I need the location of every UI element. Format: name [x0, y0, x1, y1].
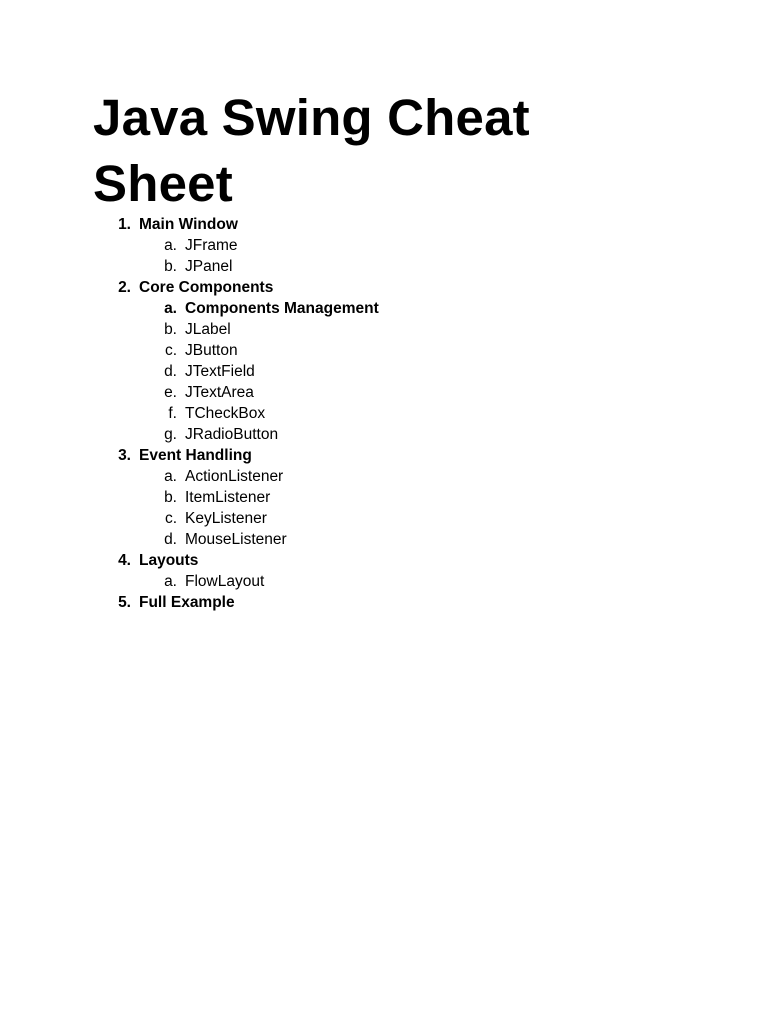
subsection-item — [0, 571, 768, 592]
section-item — [0, 277, 768, 298]
section-title: Full Example — [139, 594, 235, 611]
subsection-item — [0, 319, 768, 340]
list-marker: 1. — [118, 216, 131, 233]
list-marker: g. — [164, 426, 177, 443]
list-marker: 5. — [118, 594, 131, 611]
list-marker: b. — [164, 489, 177, 506]
subsection-item — [0, 403, 768, 424]
list-marker: 4. — [118, 552, 131, 569]
subsection-title: JTextArea — [185, 384, 254, 401]
subsection-item — [0, 256, 768, 277]
list-marker: 2. — [118, 279, 131, 296]
section-title: Event Handling — [139, 447, 252, 464]
section-item — [0, 214, 768, 235]
subsection-title: JLabel — [185, 321, 231, 338]
list-marker: a. — [164, 468, 177, 485]
section-title: Layouts — [139, 552, 199, 569]
section-title: Main Window — [139, 216, 238, 233]
subsection-title: ActionListener — [185, 468, 284, 485]
document-title: Java Swing Cheat Sheet — [93, 89, 530, 212]
list-marker: f. — [168, 405, 177, 422]
list-marker: d. — [164, 363, 177, 380]
subsection-title: JTextField — [185, 363, 255, 380]
section-item — [0, 445, 768, 466]
subsection-title: ItemListener — [185, 489, 271, 506]
subsection-item — [0, 466, 768, 487]
list-marker: 3. — [118, 447, 131, 464]
table-of-contents — [0, 214, 768, 613]
subsection-item — [0, 340, 768, 361]
subsection-title: KeyListener — [185, 510, 267, 527]
subsection-title: JButton — [185, 342, 238, 359]
subsection-item — [0, 361, 768, 382]
subsection-title: JPanel — [185, 258, 233, 275]
list-marker: c. — [164, 342, 177, 359]
subsection-item — [0, 235, 768, 256]
subsection-title: TCheckBox — [185, 405, 266, 422]
subsection-item — [0, 487, 768, 508]
section-item — [0, 592, 768, 613]
subsection-item — [0, 424, 768, 445]
list-marker: d. — [164, 531, 177, 548]
list-marker: c. — [164, 510, 177, 527]
subsection-item — [0, 382, 768, 403]
section-item — [0, 550, 768, 571]
subsection-item — [0, 298, 768, 319]
list-marker: b. — [164, 258, 177, 275]
list-marker: a. — [164, 573, 177, 590]
subsection-title: Components Management — [185, 300, 379, 317]
list-marker: a. — [164, 237, 177, 254]
subsection-item — [0, 529, 768, 550]
section-title: Core Components — [139, 279, 274, 296]
subsection-item — [0, 508, 768, 529]
list-marker: e. — [164, 384, 177, 401]
subsection-title: MouseListener — [185, 531, 287, 548]
list-marker: a. — [164, 300, 177, 317]
subsection-title: JFrame — [185, 237, 238, 254]
list-marker: b. — [164, 321, 177, 338]
subsection-title: FlowLayout — [185, 573, 265, 590]
subsection-title: JRadioButton — [185, 426, 279, 443]
